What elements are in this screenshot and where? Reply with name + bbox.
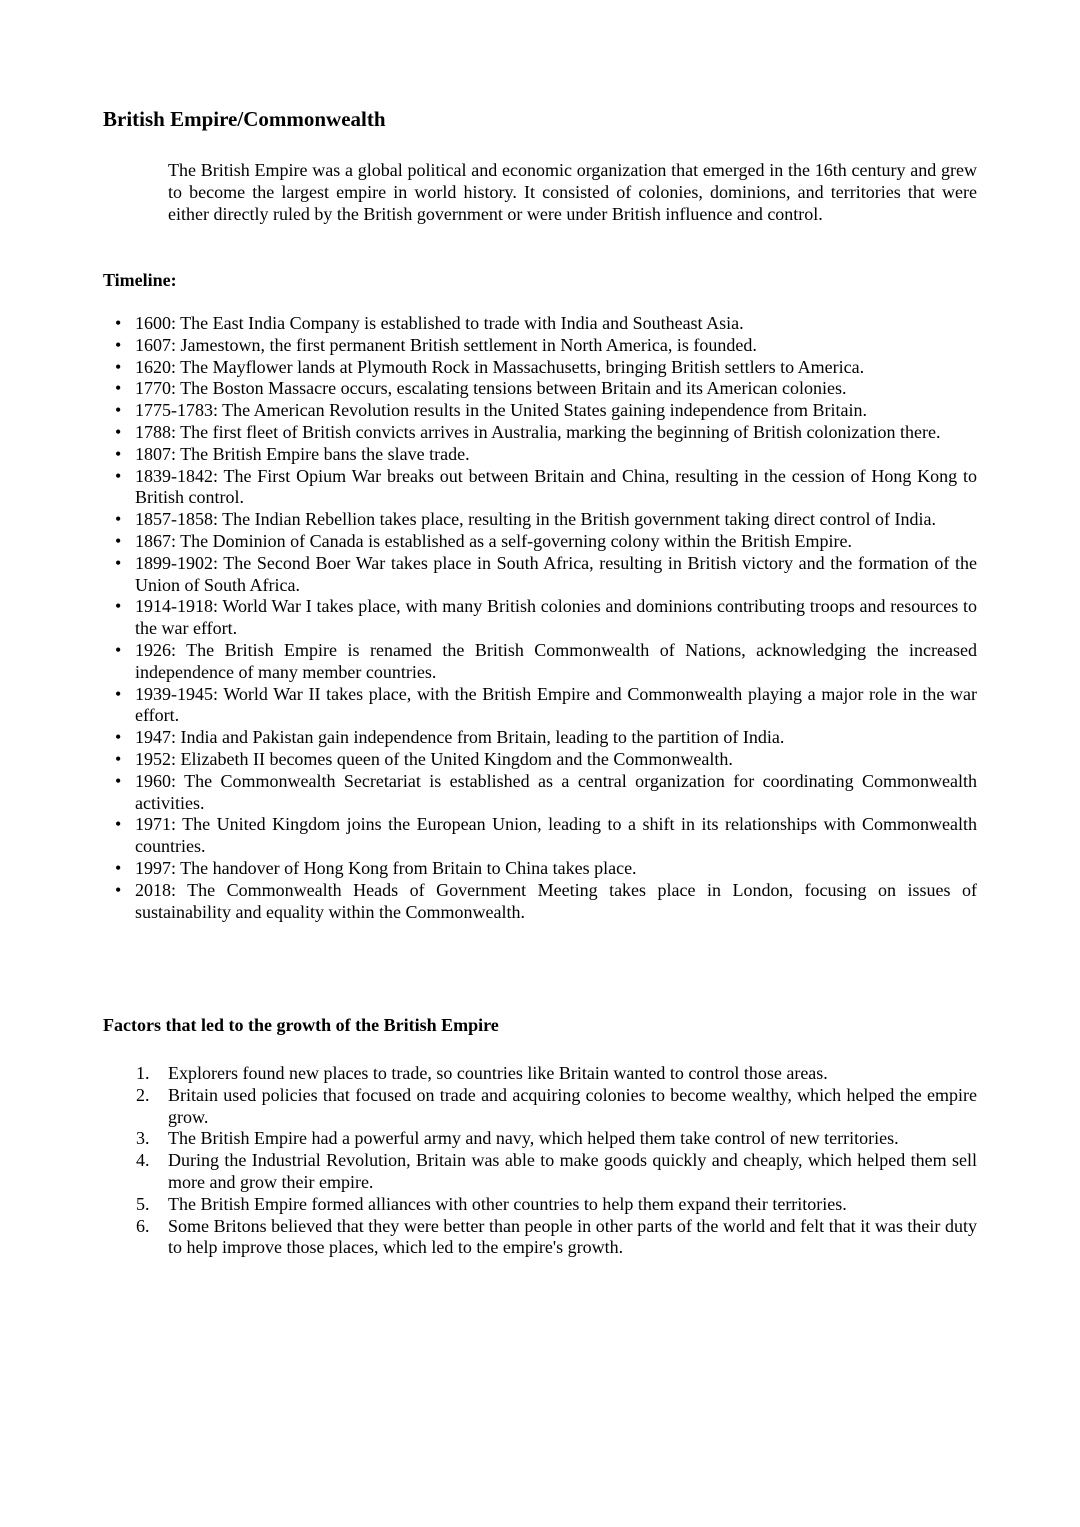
bullet-icon: • (115, 857, 122, 878)
factor-text: Some Britons believed that they were better than people in other parts of the world and felt that it was their duty to help improve those places, which led to the empire's growth. (168, 1215, 977, 1258)
intro-paragraph: The British Empire was a global political and economic organization that emerged in the 16th century and grew to become the largest empire in world history. It consisted of colonies, dominions, and territories that were either directly ruled by the British government or were under British influence and control. (168, 160, 977, 224)
timeline-item (103, 596, 977, 640)
timeline-item-text: 1947: India and Pakistan gain independence from Britain, leading to the partition of India. (135, 727, 785, 748)
factor-text: Explorers found new places to trade, so countries like Britain wanted to control those areas. (168, 1063, 828, 1083)
timeline-item (103, 509, 977, 531)
bullet-icon: • (115, 748, 122, 769)
factor-number: 2. (136, 1084, 150, 1105)
factor-item (103, 1150, 977, 1194)
bullet-icon: • (115, 596, 122, 617)
timeline-item-text: 1939-1945: World War II takes place, with the British Empire and Commonwealth playing a major role in the war effort. (135, 683, 977, 726)
timeline-item (103, 727, 977, 749)
factor-number: 6. (136, 1215, 150, 1236)
timeline-item (103, 466, 977, 510)
timeline-item (103, 749, 977, 771)
bullet-icon: • (115, 313, 122, 333)
bullet-icon: • (115, 400, 122, 421)
timeline-item-text: 1620: The Mayflower lands at Plymouth Rock in Massachusetts, bringing British settlers to America. (135, 356, 865, 377)
bullet-icon: • (115, 552, 122, 573)
document-title: British Empire/Commonwealth (103, 107, 386, 131)
timeline-item-text: 1926: The British Empire is renamed the British Commonwealth of Nations, acknowledging the increased independence of many member countries. (135, 639, 977, 682)
bullet-icon: • (115, 421, 122, 442)
bullet-icon: • (115, 727, 122, 748)
timeline-item-text: 1788: The first fleet of British convicts arrives in Australia, marking the beginning of British colonization there. (135, 421, 941, 442)
factor-text: Britain used policies that focused on trade and acquiring colonies to become wealthy, which helped the empire grow. (168, 1084, 977, 1127)
bullet-icon: • (115, 378, 122, 399)
factor-item (103, 1128, 977, 1150)
bullet-icon: • (115, 879, 122, 900)
timeline-item (103, 771, 977, 815)
timeline-list (103, 313, 977, 923)
factor-item (103, 1085, 977, 1129)
timeline-item-text: 2018: The Commonwealth Heads of Government Meeting takes place in London, focusing on issues of sustainability and equality within the Commonwealth. (135, 879, 977, 922)
timeline-item-text: 1857-1858: The Indian Rebellion takes place, resulting in the British government taking direct control of India. (135, 509, 936, 530)
bullet-icon: • (115, 683, 122, 704)
timeline-heading: Timeline: (103, 270, 177, 290)
factor-number: 4. (136, 1150, 150, 1171)
factors-heading: Factors that led to the growth of the British Empire (103, 1015, 499, 1035)
bullet-icon: • (115, 530, 122, 551)
timeline-item (103, 814, 977, 858)
bullet-icon: • (115, 465, 122, 486)
timeline-item-text: 1914-1918: World War I takes place, with many British colonies and dominions contributing troops and resources to the war effort. (135, 596, 977, 639)
timeline-item (103, 335, 977, 357)
bullet-icon: • (115, 770, 122, 791)
bullet-icon: • (115, 334, 122, 355)
timeline-item (103, 313, 977, 335)
timeline-item-text: 1839-1842: The First Opium War breaks out between Britain and China, resulting in the cession of Hong Kong to British control. (135, 465, 977, 508)
timeline-item (103, 858, 977, 880)
bullet-icon: • (115, 356, 122, 377)
factor-item (103, 1216, 977, 1260)
timeline-item (103, 422, 977, 444)
timeline-item (103, 880, 977, 924)
timeline-item (103, 378, 977, 400)
factor-number: 3. (136, 1128, 150, 1149)
factors-list (103, 1063, 977, 1259)
factor-text: The British Empire had a powerful army and navy, which helped them take control of new territories. (168, 1128, 899, 1149)
bullet-icon: • (115, 814, 122, 835)
bullet-icon: • (115, 509, 122, 530)
factor-number: 1. (136, 1063, 150, 1083)
timeline-item-text: 1867: The Dominion of Canada is established as a self-governing colony within the British Empire. (135, 530, 853, 551)
timeline-item (103, 684, 977, 728)
timeline-item-text: 1600: The East India Company is established to trade with India and Southeast Asia. (135, 313, 744, 333)
timeline-item-text: 1807: The British Empire bans the slave trade. (135, 443, 470, 464)
factor-item (103, 1194, 977, 1216)
timeline-item-text: 1607: Jamestown, the first permanent British settlement in North America, is founded. (135, 334, 757, 355)
timeline-item-text: 1770: The Boston Massacre occurs, escalating tensions between Britain and its American colonies. (135, 378, 847, 399)
timeline-item-text: 1971: The United Kingdom joins the European Union, leading to a shift in its relationships with Commonwealth countries. (135, 814, 977, 857)
timeline-item-text: 1775-1783: The American Revolution results in the United States gaining independence from Britain. (135, 400, 868, 421)
timeline-item-text: 1997: The handover of Hong Kong from Britain to China takes place. (135, 857, 637, 878)
bullet-icon: • (115, 443, 122, 464)
timeline-item-text: 1952: Elizabeth II becomes queen of the United Kingdom and the Commonwealth. (135, 748, 733, 769)
factor-text: The British Empire formed alliances with other countries to help them expand their territories. (168, 1193, 847, 1214)
timeline-item (103, 531, 977, 553)
timeline-item (103, 640, 977, 684)
timeline-item (103, 553, 977, 597)
bullet-icon: • (115, 639, 122, 660)
factor-text: During the Industrial Revolution, Britain was able to make goods quickly and cheaply, which helped them sell more and grow their empire. (168, 1150, 977, 1192)
timeline-item (103, 357, 977, 379)
timeline-item-text: 1899-1902: The Second Boer War takes place in South Africa, resulting in British victory and the formation of the Union of South Africa. (135, 552, 977, 595)
factor-number: 5. (136, 1193, 150, 1214)
timeline-item (103, 444, 977, 466)
timeline-item-text: 1960: The Commonwealth Secretariat is established as a central organization for coordinating Commonwealth activities. (135, 770, 977, 813)
factor-item (103, 1063, 977, 1085)
timeline-item (103, 400, 977, 422)
